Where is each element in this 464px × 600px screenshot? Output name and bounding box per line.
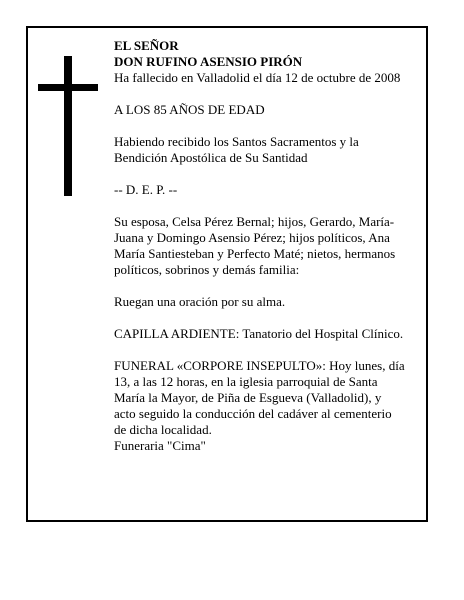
spacer — [114, 342, 426, 358]
sacraments-line-1: Habiendo recibido los Santos Sacramentos y la — [114, 134, 359, 149]
spacer — [114, 86, 426, 102]
age-line: A LOS 85 AÑOS DE EDAD — [114, 102, 265, 117]
prayer-line: Ruegan una oración por su alma. — [114, 294, 286, 309]
funeral-home-line: Funeraria "Cima" — [114, 438, 206, 453]
death-line: Ha fallecido en Valladolid el día 12 de octubre de 2008 — [114, 70, 401, 85]
rip-line: -- D. E. P. -- — [114, 182, 178, 197]
spacer — [114, 166, 426, 182]
family-line-3: María Santiesteban y Perfecto Maté; nietos, hermanos — [114, 246, 396, 261]
family-line-2: Juana y Domingo Asensio Pérez; hijos políticos, Ana — [114, 230, 390, 245]
title-line-2: DON RUFINO ASENSIO PIRÓN — [114, 54, 303, 69]
spacer — [114, 278, 426, 294]
family-line-4: políticos, sobrinos y demás familia: — [114, 262, 300, 277]
title-line-1: EL SEÑOR — [114, 38, 179, 53]
family-line-1: Su esposa, Celsa Pérez Bernal; hijos, Gerardo, María- — [114, 214, 395, 229]
spacer — [114, 118, 426, 134]
funeral-line-3: María la Mayor, de Piña de Esgueva (Valladolid), y — [114, 390, 382, 405]
chapel-line: CAPILLA ARDIENTE: Tanatorio del Hospital Clínico. — [114, 326, 404, 341]
funeral-line-5: de dicha localidad. — [114, 422, 212, 437]
funeral-line-1: FUNERAL «CORPORE INSEPULTO»: Hoy lunes, día — [114, 358, 405, 373]
funeral-line-4: acto seguido la conducción del cadáver al cementerio — [114, 406, 392, 421]
sacraments-line-2: Bendición Apostólica de Su Santidad — [114, 150, 308, 165]
obituary-text — [114, 38, 426, 454]
spacer — [114, 198, 426, 214]
cross-vertical-bar — [64, 56, 72, 196]
funeral-line-2: 13, a las 12 horas, en la iglesia parroquial de Santa — [114, 374, 378, 389]
cross-horizontal-bar — [38, 84, 98, 91]
spacer — [114, 310, 426, 326]
